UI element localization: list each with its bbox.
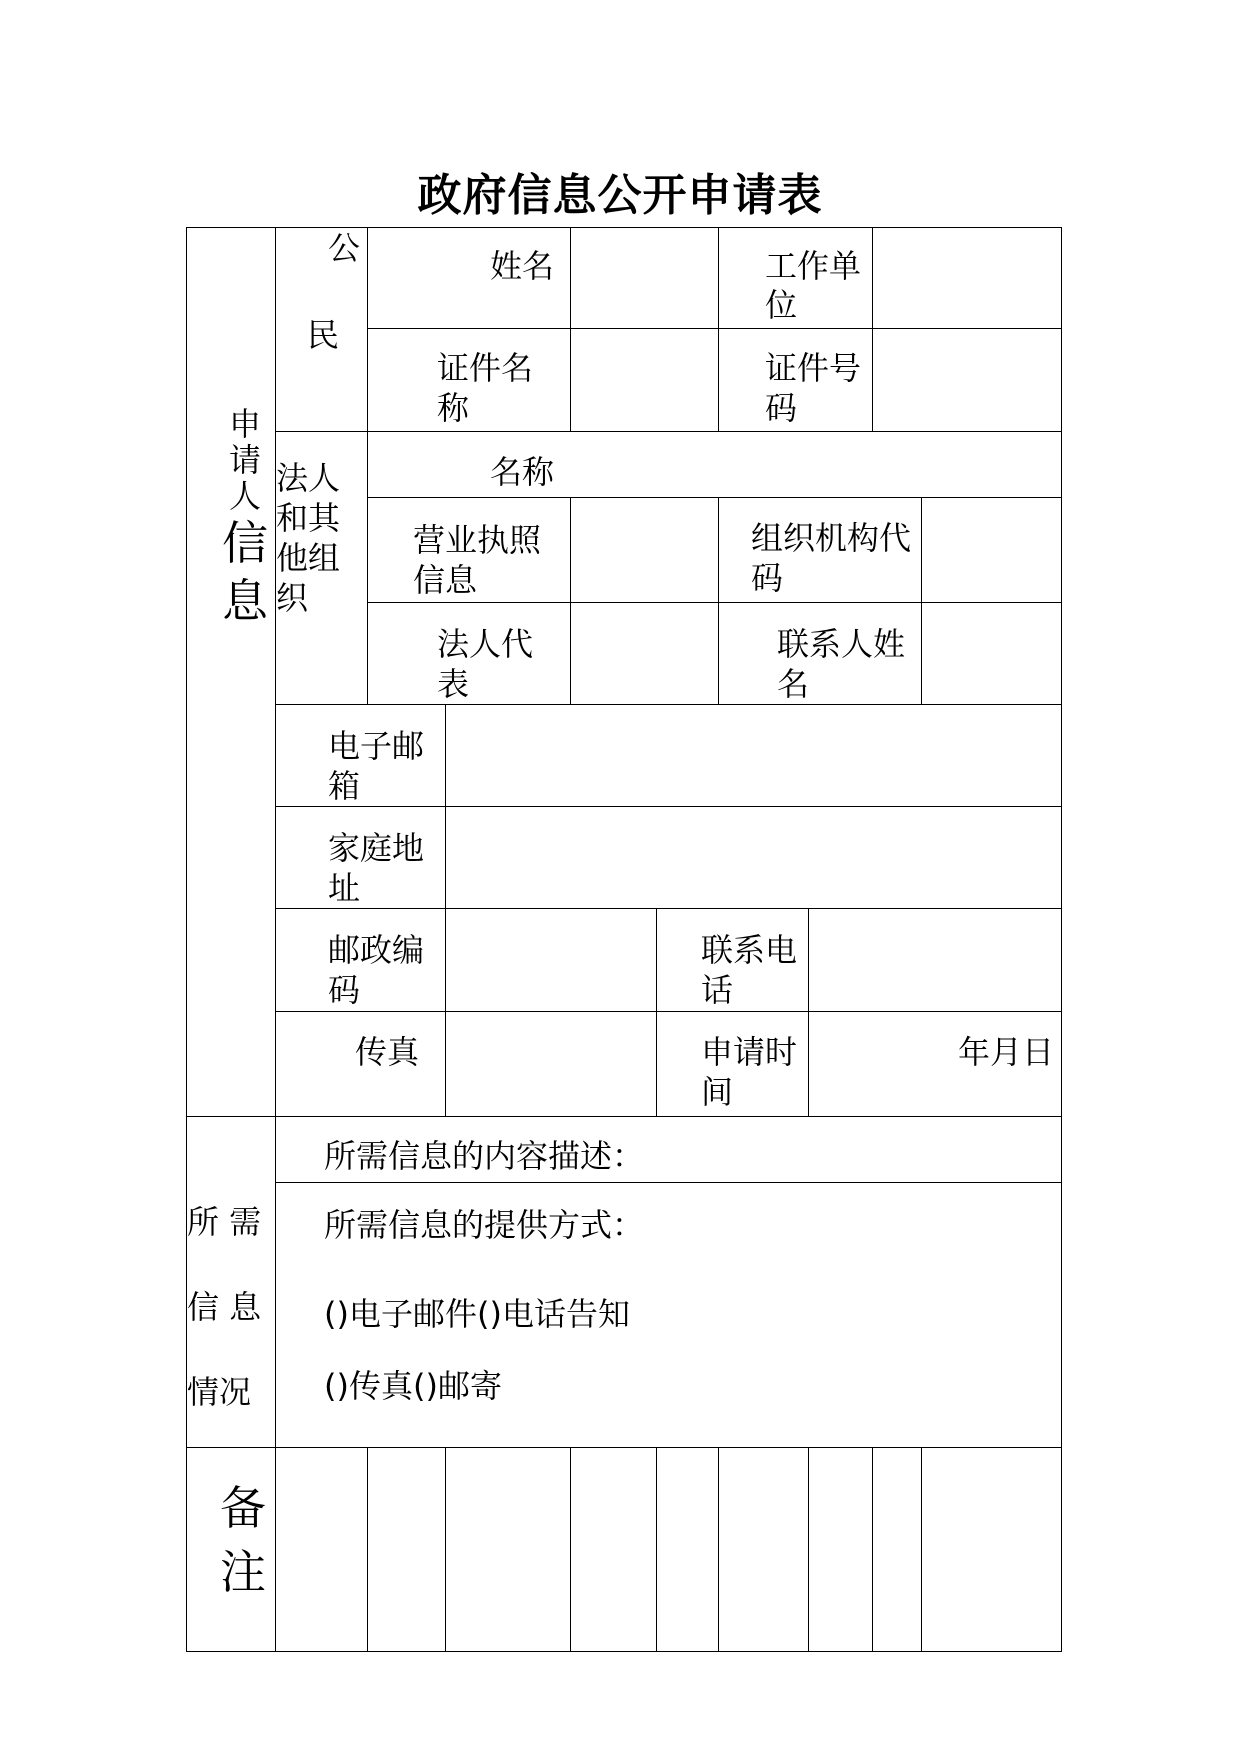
divider	[275, 908, 1062, 909]
provide-method-label: 所需信息的提供方式：	[324, 1206, 645, 1244]
divider	[921, 497, 922, 705]
divider	[570, 497, 571, 705]
info-needed-section-label: 情况	[187, 1373, 252, 1411]
divider	[367, 227, 368, 705]
divider	[367, 1447, 368, 1652]
org-name-label: 名称	[490, 453, 555, 491]
legal-entity-label: 和其	[276, 499, 341, 537]
divider	[186, 1116, 1062, 1117]
divider	[718, 1447, 719, 1652]
applicant-info-section-label	[222, 406, 268, 630]
divider	[275, 431, 1062, 432]
legal-entity-label: 织	[276, 579, 309, 617]
divider	[367, 602, 1062, 603]
legal-rep-label: 法人代	[437, 625, 534, 663]
divider	[570, 227, 571, 432]
label-char: 请	[228, 441, 261, 479]
org-code-label: 码	[751, 559, 784, 597]
content-description-label: 所需信息的内容描述：	[324, 1137, 645, 1175]
divider	[445, 1447, 446, 1652]
divider	[718, 497, 719, 705]
work-unit-label: 工作单	[765, 247, 862, 285]
label-char: 息	[222, 574, 268, 628]
legal-rep-label: 表	[437, 665, 470, 703]
divider	[275, 806, 1062, 807]
divider	[186, 1447, 1062, 1448]
label-char: 信	[222, 516, 268, 570]
business-license-label: 信息	[413, 561, 478, 599]
delivery-options-line2: ()传真()邮寄	[324, 1367, 502, 1405]
info-needed-section-label: 所 需	[187, 1203, 262, 1241]
org-code-label: 组织机构代	[751, 519, 912, 557]
divider	[275, 1182, 1062, 1183]
divider	[872, 1447, 873, 1652]
table-border-bottom	[186, 1651, 1062, 1652]
divider	[656, 908, 657, 1117]
phone-label: 联系电	[701, 931, 798, 969]
postal-code-label: 码	[328, 971, 361, 1009]
apply-time-label: 间	[701, 1073, 734, 1111]
citizen-label: 民	[307, 316, 340, 354]
postal-code-label: 邮政编	[328, 931, 425, 969]
id-number-label: 证件号	[765, 349, 862, 387]
home-address-label: 家庭地	[328, 829, 425, 867]
name-label: 姓名	[490, 247, 555, 285]
divider	[921, 1447, 922, 1652]
id-name-label: 证件名	[437, 349, 534, 387]
divider	[367, 497, 1062, 498]
home-address-label: 址	[328, 869, 361, 907]
contact-name-label: 联系人姓	[777, 625, 906, 663]
date-placeholder: 年月日	[958, 1033, 1055, 1071]
legal-entity-label: 法人	[276, 459, 341, 497]
table-border-right	[1061, 227, 1062, 1652]
business-license-label: 营业执照	[413, 521, 542, 559]
label-char: 申	[228, 405, 261, 443]
divider	[808, 1447, 809, 1652]
remarks-label: 注	[220, 1545, 266, 1599]
remarks-label: 备	[220, 1481, 266, 1535]
divider	[275, 1011, 1062, 1012]
divider	[872, 227, 873, 432]
work-unit-label: 位	[765, 286, 798, 324]
divider	[275, 227, 276, 1652]
divider	[367, 328, 1062, 329]
divider	[445, 704, 446, 1117]
divider	[718, 227, 719, 432]
contact-name-label: 名	[777, 665, 810, 703]
apply-time-label: 申请时	[701, 1033, 798, 1071]
delivery-options-line1: ()电子邮件()电话告知	[324, 1295, 630, 1333]
divider	[656, 1447, 657, 1652]
id-number-label: 码	[765, 389, 798, 427]
email-label: 箱	[328, 767, 361, 805]
table-border-top	[186, 227, 1062, 228]
divider	[808, 908, 809, 1117]
legal-entity-label: 他组	[276, 539, 341, 577]
phone-label: 话	[701, 971, 734, 1009]
fax-label: 传真	[355, 1033, 420, 1071]
id-name-label: 称	[437, 389, 470, 427]
email-label: 电子邮	[328, 727, 425, 765]
label-char: 人	[228, 477, 261, 515]
info-needed-section-label: 信 息	[187, 1288, 262, 1326]
table-border-left	[186, 227, 187, 1652]
form-title: 政府信息公开申请表	[417, 170, 823, 221]
citizen-label: 公	[328, 229, 361, 267]
divider	[275, 704, 1062, 705]
divider	[570, 1447, 571, 1652]
